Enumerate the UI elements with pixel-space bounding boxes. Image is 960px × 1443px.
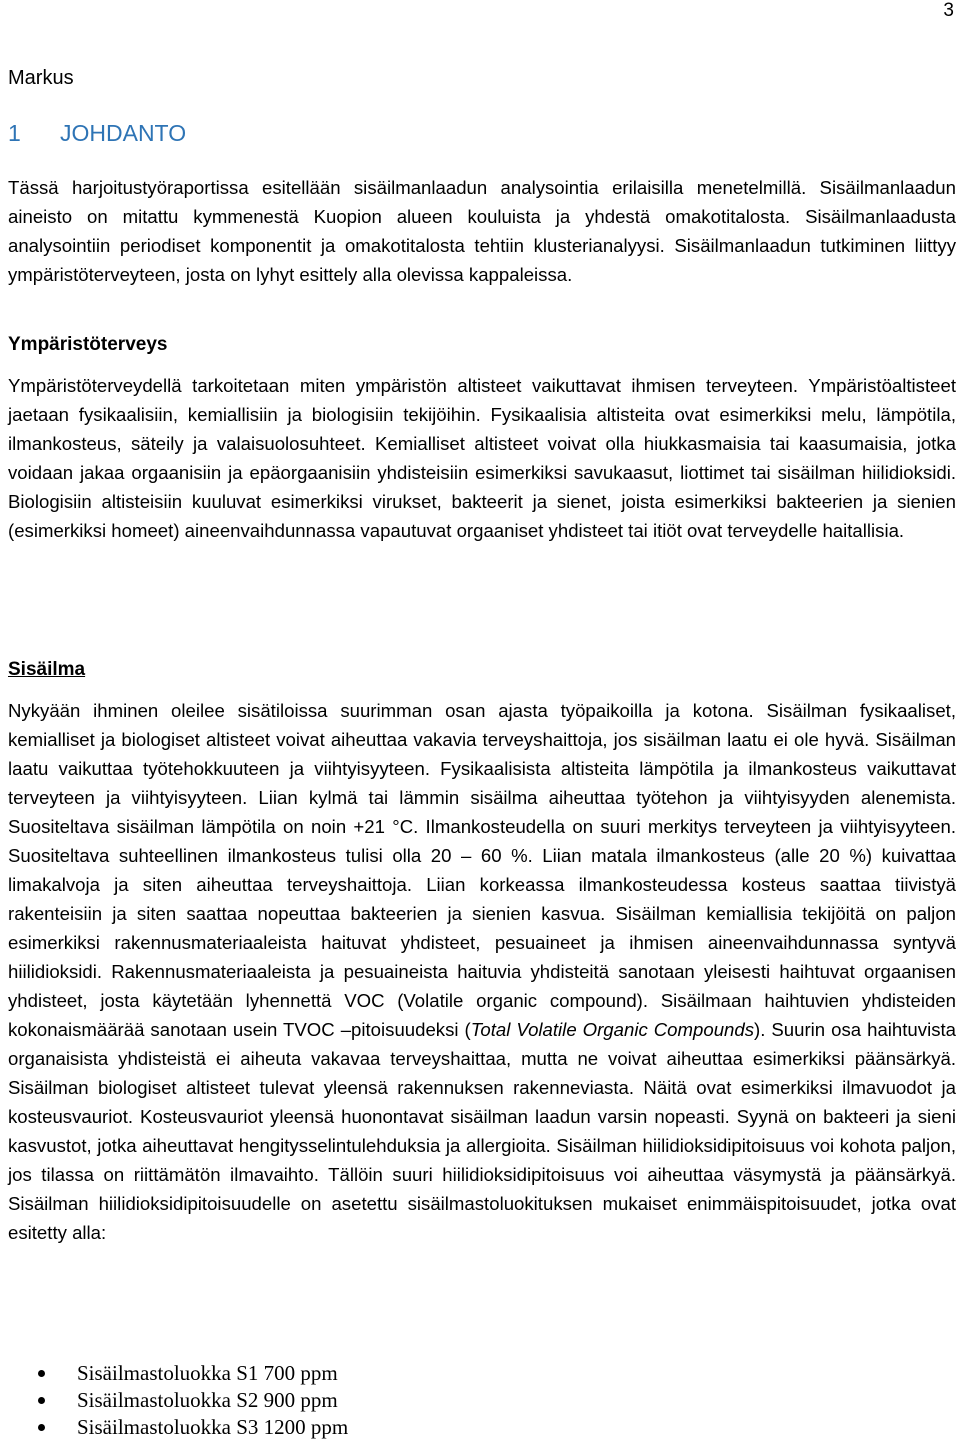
author-name: Markus xyxy=(8,67,74,89)
class-s1: Sisäilmastoluokka S1 700 ppm xyxy=(77,1361,338,1385)
section-title: JOHDANTO xyxy=(60,120,187,146)
environment-paragraph: Ympäristöterveydellä tarkoitetaan miten ympäristön altisteet vaikuttavat ihmisen terveyteen. Ympäristöaltisteet jaetaan fysikaalisiin, kemiallisiin ja biologisiin tekijöihin. Fysikaalisia altisteita ovat esimerkiksi melu, lämpötila, ilmankosteus, säteily ja valaisuolosuhteet. Kemialliset altisteet voivat olla hiukkasmaisia tai kaasumaisia, jotka voidaan jakaa orgaanisiin ja epäorgaanisiin yhdisteisiin esimerkiksi savukaasut, liottimet tai sisäilman hiilidioksidi. Biologisiin altisteisiin kuuluvat esimerkiksi virukset, bakteerit ja sienet, joista esimerkiksi bakteerien ja sienien (esimerkiksi homeet) aineenvaihdunnassa vapautuvat orgaaniset yhdisteet tai itiöt ovat terveydelle haitallisia. xyxy=(8,375,956,541)
indoor-air-paragraph xyxy=(8,696,956,1247)
tvoc-term: Total Volatile Organic Compounds xyxy=(470,1019,755,1040)
list-item xyxy=(0,1360,348,1387)
bullet-icon xyxy=(38,1370,45,1377)
class-s2: Sisäilmastoluokka S2 900 ppm xyxy=(77,1388,338,1412)
indoor-air-class-list xyxy=(0,1360,348,1441)
bullet-icon xyxy=(38,1424,45,1431)
section-number: 1 xyxy=(8,120,21,146)
list-item xyxy=(0,1414,348,1441)
environment-heading: Ympäristöterveys xyxy=(8,334,168,355)
indoor-air-heading: Sisäilma xyxy=(8,659,86,680)
intro-paragraph: Tässä harjoitustyöraportissa esitellään sisäilmanlaadun analysointia erilaisilla menetelmillä. Sisäilmanlaadun aineisto on mitattu kymmenestä Kuopion alueen kouluista ja yhdestä omakotitalosta. Sisäilmanlaadusta analysointiin periodiset komponentit ja omakotitalosta tehtiin klusterianalyysi. Sisäilmanlaadun tutkiminen liittyy ympäristöterveyteen, josta on lyhyt esittely alla olevissa kappaleissa. xyxy=(8,177,956,285)
page-number: 3 xyxy=(943,0,954,21)
indoor-air-text-part-2: ). Suurin osa haihtuvista organaisista yhdisteistä ei aiheuta vakavaa terveyshaittaa, mutta ne voivat aiheuttaa esimerkiksi päänsärkyä. Sisäilman biologiset altisteet tulevat yleensä rakennuksen rakenneviasta. Näitä ovat esimerkiksi ilmavuodot ja kosteusvauriot. Kosteusvauriot yleensä huonontavat sisäilman laadun varsin nopeasti. Syynä on bakteeri ja sieni kasvustot, jotka aiheuttavat hengitysselintulehduksia ja allergioita. Sisäilman hiilidioksidipitoisuus voi kohota paljon, jos tilassa on riittämätön ilmavaihto. Tällöin suuri hiilidioksidipitoisuus voi aiheuttaa väsymystä ja päänsärkyä. Sisäilman hiilidioksidipitoisuudelle on asetettu sisäilmastoluokituksen mukaiset enimmäispitoisuudet, jotka ovat esitetty alla: xyxy=(8,1019,957,1243)
bullet-icon xyxy=(38,1397,45,1404)
section-heading xyxy=(8,118,186,148)
class-s3: Sisäilmastoluokka S3 1200 ppm xyxy=(77,1415,349,1439)
indoor-air-text-part-1: Nykyään ihminen oleilee sisätiloissa suurimman osan ajasta työpaikoilla ja kotona. Sisäilman fysikaaliset, kemialliset ja biologiset altisteet voivat aiheuttaa vakavia terveyshaittoja, jos sisäilman laatu ei ole hyvä. Sisäilman laatu vaikuttaa työtehokkuuteen ja viihtyisyyteen. Fysikaalisista altisteita lämpötila ja ilmankosteus vaikuttavat terveyteen ja viihtyisyyteen. Liian kylmä tai lämmin sisäilma aiheuttaa työtehon ja viihtyisyyden alenemista. Suositeltava sisäilman lämpötila on noin +21 °C. Ilmankosteudella on suuri merkitys terveyteen ja viihtyisyyteen. Suositeltava suhteellinen ilmankosteus tulisi olla 20 – 60 %. Liian matala ilmankosteus (alle 20 %) kuivattaa limakalvoja ja siten aiheuttaa terveyshaittoja. Liian korkeassa ilmankosteudessa kosteus saattaa tiivistyä rakenteisiin ja siten saattaa nopeuttaa bakteerien ja sienien kasvua. Sisäilman kemiallisia tekijöitä on paljon esimerkiksi rakennusmateriaaleista haituvat yhdisteet, pesuaineet ja ihmisen aineenvaihdunnassa syntyvä hiilidioksidi. Rakennusmateriaaleista ja pesuaineista haituvia yhdisteitä sanotaan yleisesti haihtuvat orgaanisen yhdisteet, josta käytetään lyhennettä VOC (Volatile organic compound). Sisäilmaan haihtuvien yhdisteiden kokonaismäärää sanotaan usein TVOC –pitoisuudeksi ( xyxy=(8,700,956,1040)
list-item xyxy=(0,1387,348,1414)
